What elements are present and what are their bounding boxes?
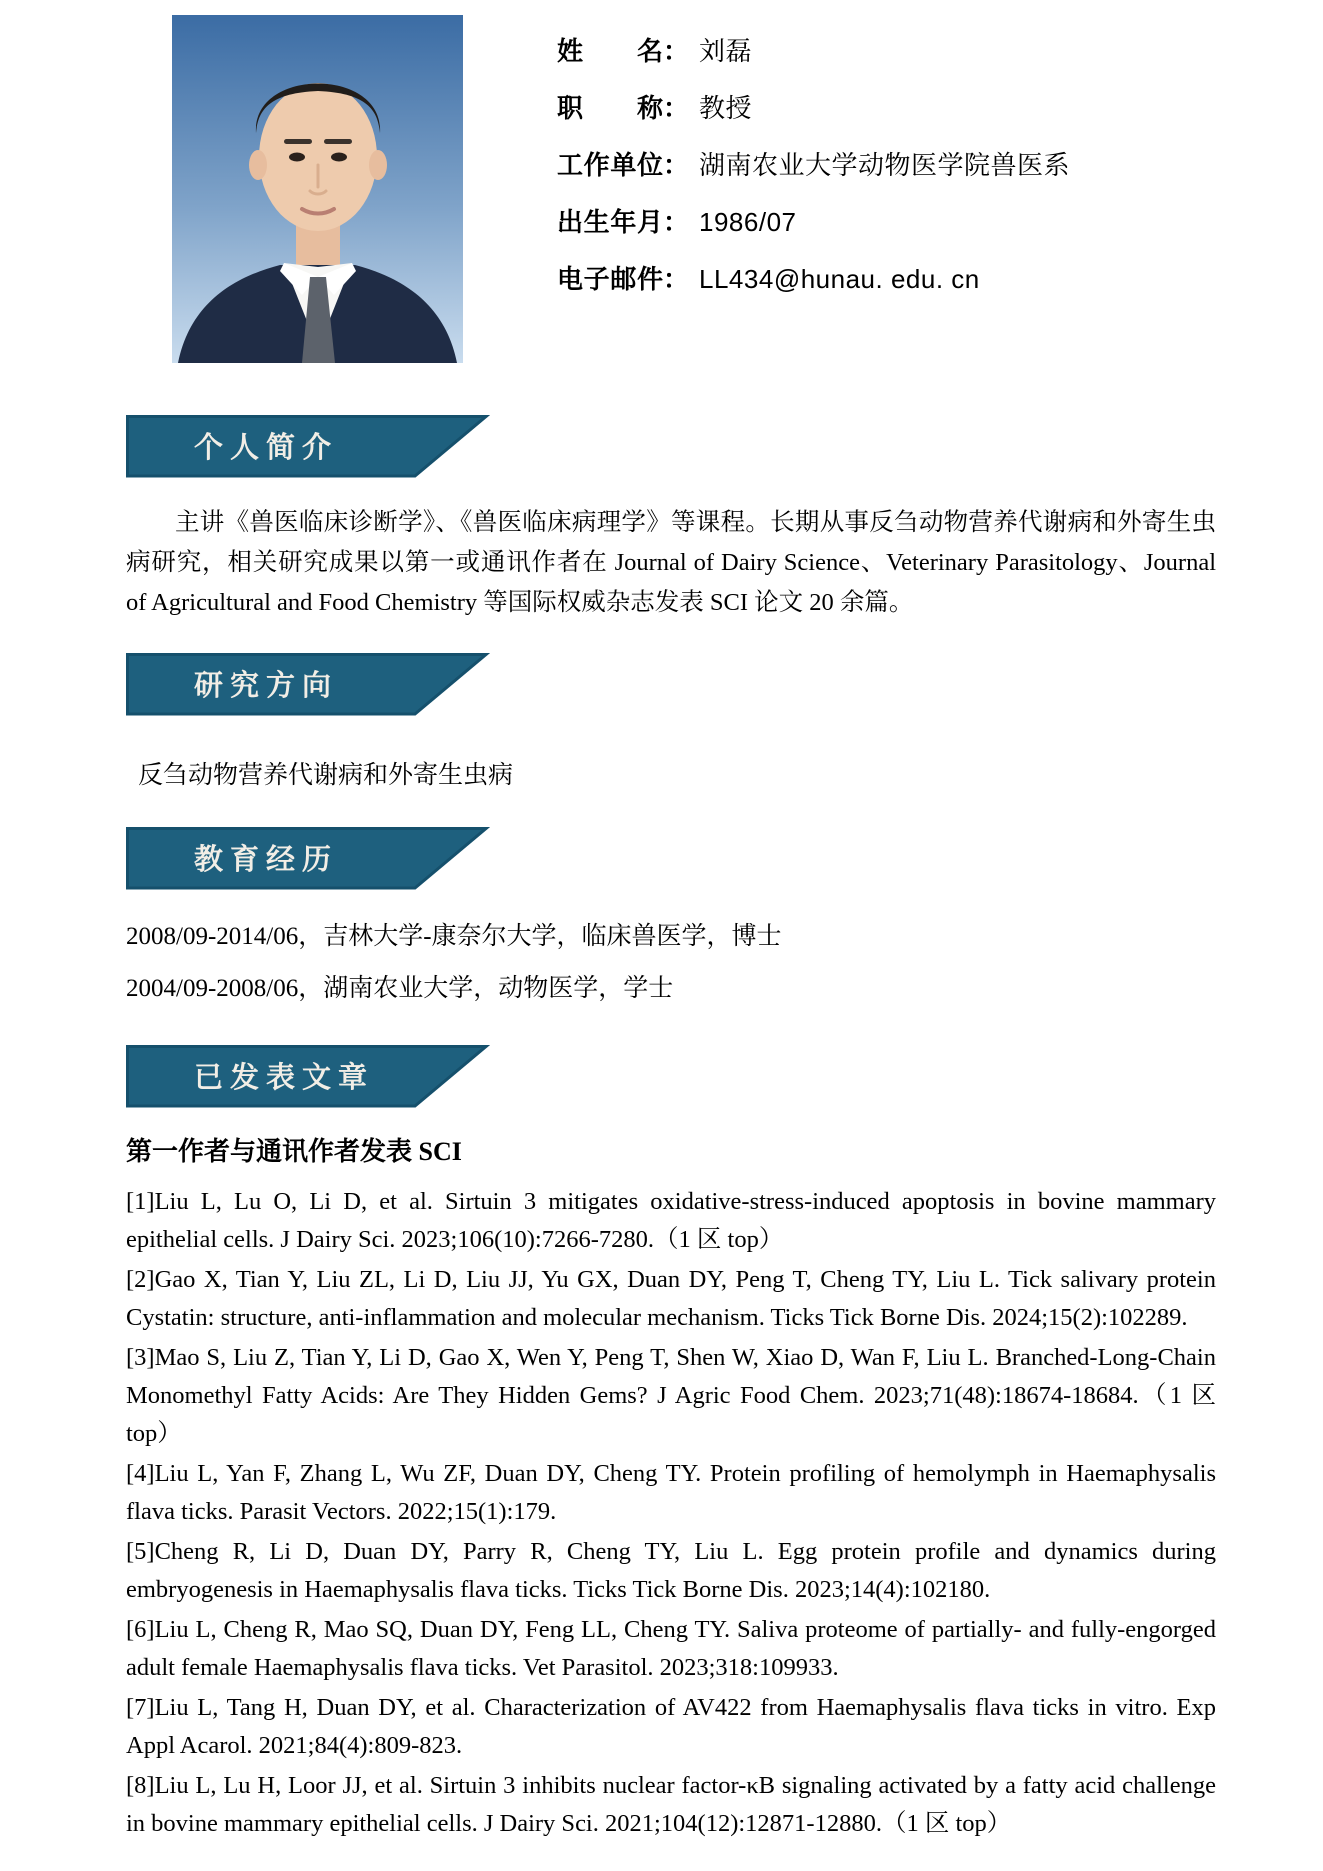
section-banner-research bbox=[126, 653, 491, 717]
info-row-birthdate bbox=[557, 202, 1070, 259]
info-row-email bbox=[557, 259, 1070, 316]
workplace-value: 湖南农业大学动物医学院兽医系 bbox=[699, 150, 1071, 180]
research-direction-text: 反刍动物营养代谢病和外寄生虫病 bbox=[138, 761, 514, 789]
name-colon: ： bbox=[663, 36, 690, 66]
profile-photo bbox=[172, 15, 463, 363]
workplace-label: 工作单位 bbox=[557, 150, 663, 180]
publication-item: [3]Mao S, Liu Z, Tian Y, Li D, Gao X, Wen Y, Peng T, Shen W, Xiao D, Wan F, Liu L. Branched-Long-Chain Monomethyl Fatty Acids: Are They Hidden Gems? J Agric Food Chem. 2023;71(48):18674-18684.（1 区 top） bbox=[126, 1344, 1216, 1447]
section-title-research: 研究方向 bbox=[194, 669, 339, 702]
info-row-title bbox=[557, 88, 1070, 145]
education-item-phd: 2008/09-2014/06，吉林大学-康奈尔大学，临床兽医学，博士 bbox=[126, 923, 782, 950]
title-colon: ： bbox=[663, 93, 690, 123]
education-item-bachelor: 2004/09-2008/06，湖南农业大学，动物医学，学士 bbox=[126, 975, 674, 1002]
publications-subheading: 第一作者与通讯作者发表 SCI bbox=[126, 1137, 462, 1166]
publication-item: [6]Liu L, Cheng R, Mao SQ, Duan DY, Feng LL, Cheng TY. Saliva proteome of partially- and fully-engorged adult female Haemaphysalis flava ticks. Vet Parasitol. 2023;318:109933. bbox=[126, 1616, 1216, 1681]
birthdate-label: 出生年月 bbox=[557, 207, 663, 237]
publication-item: [2]Gao X, Tian Y, Liu ZL, Li D, Liu JJ, Yu GX, Duan DY, Peng T, Cheng TY, Liu L. Tick salivary protein Cystatin: structure, anti-inflammation and molecular mechanism. Ticks Tick Borne Dis. 2024;15(2):102289. bbox=[126, 1266, 1216, 1331]
publication-item: [8]Liu L, Lu H, Loor JJ, et al. Sirtuin 3 inhibits nuclear factor-κB signaling activated by a fatty acid challenge in bovine mammary epithelial cells. J Dairy Sci. 2021;104(12):12871-12880.（1 区 top） bbox=[126, 1772, 1216, 1837]
publications-list bbox=[126, 1183, 1216, 1843]
publication-item: [4]Liu L, Yan F, Zhang L, Wu ZF, Duan DY, Cheng TY. Protein profiling of hemolymph in Haemaphysalis flava ticks. Parasit Vectors. 2022;15(1):179. bbox=[126, 1460, 1216, 1525]
publication-item: [1]Liu L, Lu O, Li D, et al. Sirtuin 3 mitigates oxidative-stress-induced apoptosis in bovine mammary epithelial cells. J Dairy Sci. 2023;106(10):7266-7280.（1 区 top） bbox=[126, 1188, 1216, 1253]
section-banner-intro bbox=[126, 415, 491, 479]
name-label: 姓名 bbox=[557, 36, 663, 66]
birthdate-colon: ： bbox=[663, 207, 690, 237]
name-value: 刘磊 bbox=[699, 36, 753, 66]
birthdate-value: 1986/07 bbox=[699, 207, 797, 237]
workplace-colon: ： bbox=[663, 150, 690, 180]
info-row-name bbox=[557, 31, 1070, 88]
email-colon: ： bbox=[663, 264, 690, 294]
profile-header bbox=[0, 0, 1323, 363]
publication-item: [7]Liu L, Tang H, Duan DY, et al. Characterization of AV422 from Haemaphysalis flava ticks in vitro. Exp Appl Acarol. 2021;84(4):809-823. bbox=[126, 1694, 1216, 1759]
section-title-publications: 已发表文章 bbox=[194, 1061, 375, 1094]
title-label: 职称 bbox=[557, 93, 663, 123]
portrait-photo-illustration bbox=[172, 15, 463, 363]
section-banner-publications bbox=[126, 1045, 491, 1109]
profile-info-list bbox=[557, 15, 1070, 363]
intro-paragraph: 主讲《兽医临床诊断学》、《兽医临床病理学》等课程。长期从事反刍动物营养代谢病和外寄生虫病研究，相关研究成果以第一或通讯作者在 Journal of Dairy Science、Veterinary Parasitology、Journal of Agricultural and Food Chemistry 等国际权威杂志发表 SCI 论文 20 余篇。 bbox=[126, 509, 1216, 616]
publication-item: [5]Cheng R, Li D, Duan DY, Parry R, Cheng TY, Liu L. Egg protein profile and dynamics during embryogenesis in Haemaphysalis flava ticks. Ticks Tick Borne Dis. 2023;14(4):102180. bbox=[126, 1538, 1216, 1603]
section-banner-education bbox=[126, 827, 491, 891]
section-title-education: 教育经历 bbox=[194, 843, 339, 876]
info-row-workplace bbox=[557, 145, 1070, 202]
email-value: LL434@hunau. edu. cn bbox=[699, 264, 980, 294]
title-value: 教授 bbox=[699, 93, 753, 123]
email-label: 电子邮件 bbox=[557, 264, 663, 294]
education-list bbox=[126, 911, 1216, 1015]
section-title-intro: 个人简介 bbox=[194, 431, 339, 464]
